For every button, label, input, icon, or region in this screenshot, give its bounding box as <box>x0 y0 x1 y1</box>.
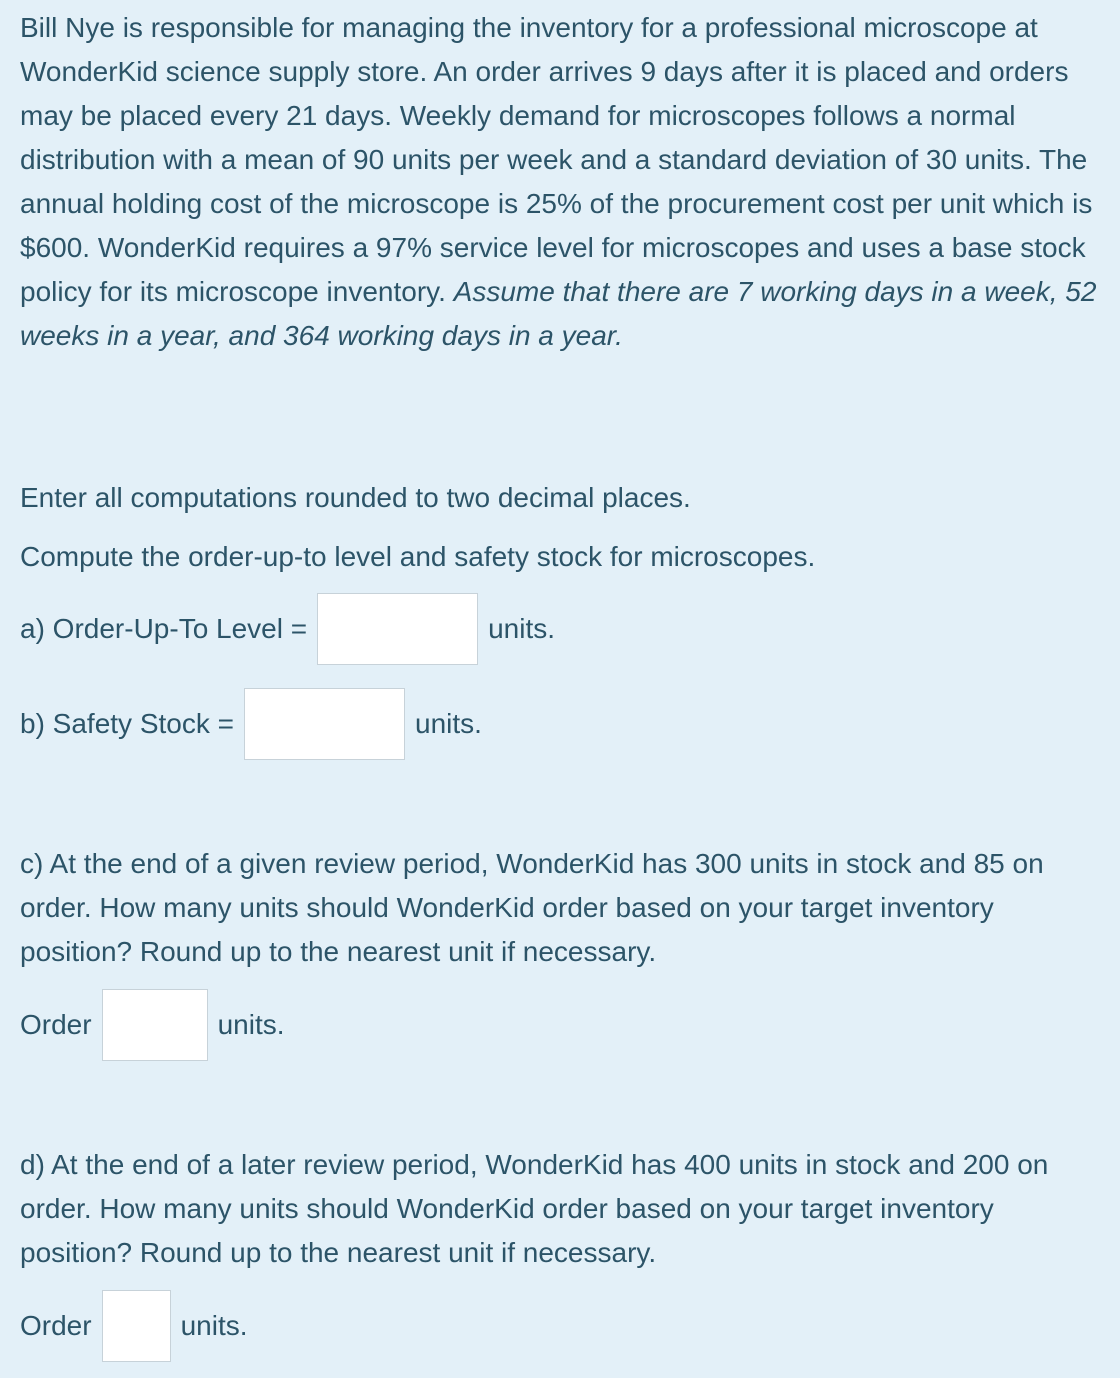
problem-statement <box>20 6 1105 358</box>
order-quantity-c-input[interactable] <box>102 989 208 1061</box>
part-b-label: b) Safety Stock = <box>20 708 234 739</box>
compute-instruction: Compute the order-up-to level and safety stock for microscopes. <box>20 541 816 572</box>
rounding-instruction: Enter all computations rounded to two decimal places. <box>20 482 691 513</box>
safety-stock-input[interactable] <box>244 688 405 760</box>
problem-assumption: Assume that there are 7 working days in a week, 52 weeks in a year, and 364 working days in a year. <box>20 276 1097 351</box>
part-d-row <box>20 1290 248 1362</box>
part-d-label: Order <box>20 1310 92 1341</box>
part-d-unit: units. <box>180 1310 248 1341</box>
part-c-label: Order <box>20 1009 92 1040</box>
part-c-question: c) At the end of a given review period, WonderKid has 300 units in stock and 85 on order. How many units should WonderKid order based on your target inventory position? Round up to the nearest unit if necessary. <box>20 848 1044 967</box>
part-a-label: a) Order-Up-To Level = <box>20 613 308 644</box>
order-quantity-d-input[interactable] <box>102 1290 171 1362</box>
part-a-unit: units. <box>488 613 556 644</box>
part-c-row <box>20 989 285 1061</box>
part-b-unit: units. <box>415 708 482 739</box>
part-b-row <box>20 688 482 760</box>
problem-text: Bill Nye is responsible for managing the inventory for a professional microscope at WonderKid science supply store. An order arrives 9 days after it is placed and orders may be placed every 21 days. Weekly demand for microscopes follows a normal distribution with a mean of 90 units per week and a standard deviation of 30 units. The annual holding cost of the microscope is 25% of the procurement cost per unit which is $600. WonderKid requires a 97% service level for microscopes and uses a base stock policy for its microscope inventory. <box>20 12 1093 307</box>
part-c-unit: units. <box>217 1009 285 1040</box>
part-d-question: d) At the end of a later review period, WonderKid has 400 units in stock and 200 on order. How many units should WonderKid order based on your target inventory position? Round up to the nearest unit if necessary. <box>20 1149 1049 1268</box>
order-up-to-level-input[interactable] <box>317 593 478 665</box>
part-a-row <box>20 593 555 665</box>
